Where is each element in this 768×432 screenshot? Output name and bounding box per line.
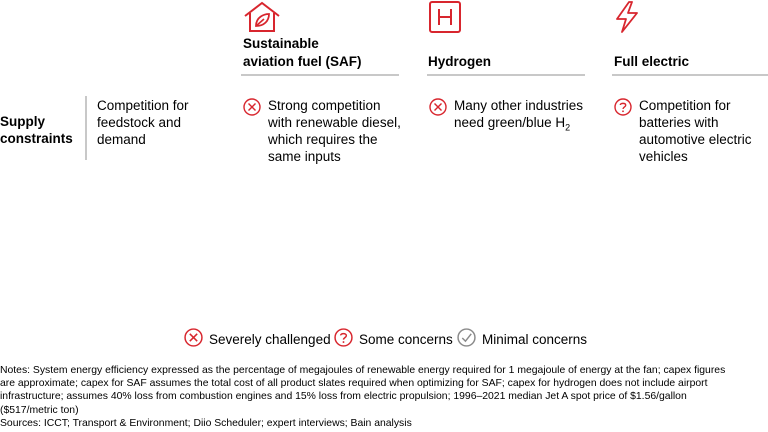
x-circle-icon xyxy=(184,328,203,347)
question-circle-icon xyxy=(334,328,353,347)
column-rule-saf xyxy=(241,74,399,76)
row-criterion: Competition for feedstock and demand xyxy=(97,98,189,147)
column-rule-full-electric xyxy=(612,74,768,76)
row-label: Supply constraints xyxy=(0,114,73,146)
house-leaf-icon xyxy=(242,0,282,34)
x-circle-icon xyxy=(429,98,447,116)
column-heading-hydrogen: Hydrogen xyxy=(428,54,492,69)
x-circle-icon xyxy=(243,98,261,116)
question-circle-icon xyxy=(614,98,632,116)
column-rule-hydrogen xyxy=(427,74,585,76)
column-heading-saf: Sustainable aviation fuel (SAF) xyxy=(243,36,362,69)
row-divider xyxy=(85,96,87,160)
footnotes: Notes: System energy efficiency expressed as the percentage of megajoules of renewable energy required for 1 megajoule of energy at the fan; capex figures are approximate; capex for SAF assumes the total cost of all product slates required when optimizing for SAF; capex for hydrogen does not include airport infrastructure; assumes 40% loss from combustion engines and 15% loss from electric propulsion; 1996–2021 median Jet A spot price of $1.56/gallon ($517/metric ton) Sources: ICCT; Transport & Environment; Diio Scheduler; expert interviews; Bain analysis xyxy=(0,364,766,430)
check-circle-icon xyxy=(457,328,476,347)
lightning-bolt-icon xyxy=(612,0,642,34)
sources: Sources: ICCT; Transport & Environment; Diio Scheduler; expert interviews; Bain analysis xyxy=(0,417,412,429)
hydrogen-h-icon xyxy=(428,0,462,34)
column-heading-full-electric: Full electric xyxy=(614,54,690,69)
